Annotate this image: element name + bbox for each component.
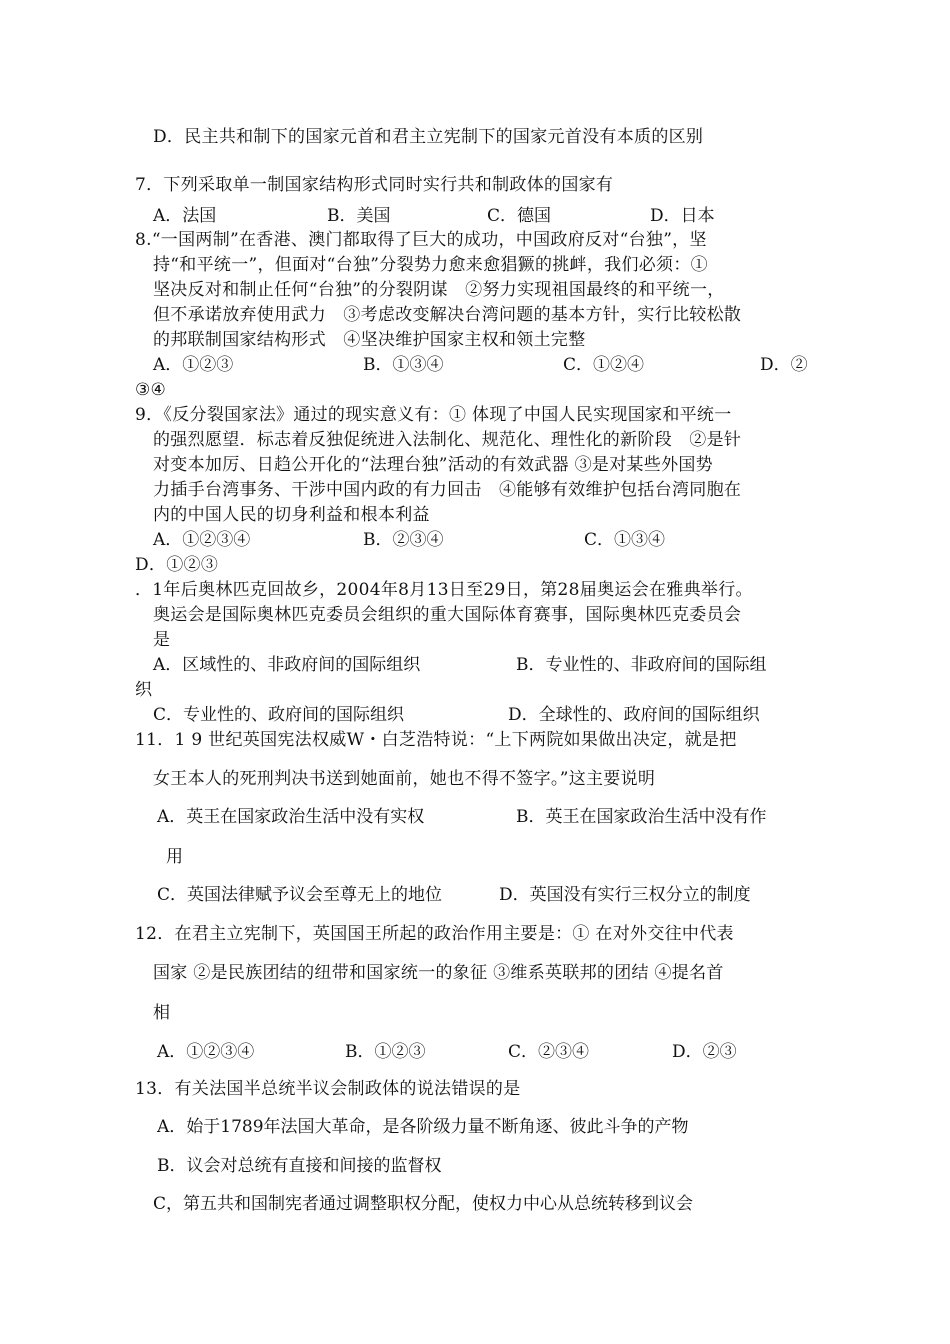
- q11-stem-line-2: 女王本人的死刑判决书送到她面前，她也不得不签字。”这主要说明: [153, 769, 656, 789]
- q10-option-b: B．专业性的、非政府间的国际组: [516, 655, 767, 675]
- q12-option-b: B．①②③: [345, 1042, 426, 1062]
- q9-stem-line-2: 的强烈愿望．标志着反独促统进入法制化、规范化、理性化的新阶段 ②是针: [153, 430, 742, 450]
- q12-option-a: A．①②③④: [157, 1042, 255, 1062]
- q10-option-a: A．区域性的、非政府间的国际组织: [153, 655, 421, 675]
- q13-stem: 13．有关法国半总统半议会制政体的说法错误的是: [135, 1079, 521, 1099]
- q11-option-c: C．英国法律赋予议会至尊无上的地位: [157, 885, 443, 905]
- q7-option-c: C．德国: [487, 206, 552, 226]
- q7-stem: 7．下列采取单一制国家结构形式同时实行共和制政体的国家有: [135, 175, 614, 195]
- q12-stem-line-2: 国家 ②是民族团结的纽带和国家统一的象征 ③维系英联邦的团结 ④提名首: [153, 963, 724, 983]
- q9-option-a: A．①②③④: [153, 530, 251, 550]
- q11-option-b-wrap: 用: [166, 847, 184, 867]
- q8-option-b: B．①③④: [363, 355, 444, 375]
- q13-option-c: C，第五共和国制宪者通过调整职权分配，使权力中心从总统转移到议会: [153, 1194, 694, 1214]
- q7-option-d: D．日本: [650, 206, 715, 226]
- q12-stem-line-1: 12．在君主立宪制下，英国国王所起的政治作用主要是：① 在对外交往中代表: [135, 924, 734, 944]
- q9-stem-line-5: 内的中国人民的切身利益和根本利益: [153, 505, 430, 525]
- q6-option-d: D．民主共和制下的国家元首和君主立宪制下的国家元首没有本质的区别: [153, 127, 704, 147]
- q11-option-d: D．英国没有实行三权分立的制度: [499, 885, 751, 905]
- q10-option-c: C．专业性的、政府间的国际组织: [153, 705, 405, 725]
- q12-stem-line-3: 相: [153, 1003, 171, 1023]
- q8-stem-line-5: 的邦联制国家结构形式 ④坚决维护国家主权和领土完整: [153, 330, 586, 350]
- q10-stem-line-2: 奥运会是国际奥林匹克委员会组织的重大国际体育赛事，国际奥林匹克委员会: [153, 605, 742, 625]
- q8-option-d-wrap: ③④: [135, 380, 167, 400]
- q10-option-d: D．全球性的、政府间的国际组织: [508, 705, 760, 725]
- q10-stem-line-3: 是: [153, 630, 171, 650]
- q11-option-b: B．英王在国家政治生活中没有作: [516, 807, 767, 827]
- q8-stem-line-1: 8.“一国两制”在香港、澳门都取得了巨大的成功，中国政府反对“台独”，坚: [135, 230, 707, 250]
- q8-stem-line-4: 但不承诺放弃使用武力 ③考虑改变解决台湾问题的基本方针，实行比较松散: [153, 305, 742, 325]
- q13-option-b: B．议会对总统有直接和间接的监督权: [157, 1156, 442, 1176]
- q12-option-d: D．②③: [672, 1042, 737, 1062]
- q11-option-a: A．英王在国家政治生活中没有实权: [157, 807, 425, 827]
- q7-option-b: B．美国: [327, 206, 391, 226]
- q9-stem-line-1: 9．《反分裂国家法》通过的现实意义有：① 体现了中国人民实现国家和平统一: [135, 405, 732, 425]
- q7-option-a: A．法国: [153, 206, 217, 226]
- q8-option-c: C．①②④: [563, 355, 645, 375]
- q8-option-d: D．②: [760, 355, 808, 375]
- q9-option-d: D．①②③: [135, 555, 219, 575]
- q8-stem-line-3: 坚决反对和制止任何“台独”的分裂阴谋 ②努力实现祖国最终的和平统一，: [153, 280, 725, 300]
- q12-option-c: C．②③④: [508, 1042, 590, 1062]
- q10-stem-line-1: ．1年后奥林匹克回故乡，2004年8月13日至29日，第28届奥运会在雅典举行。: [135, 580, 753, 600]
- q9-stem-line-4: 力插手台湾事务、干涉中国内政的有力回击 ④能够有效维护包括台湾同胞在: [153, 480, 742, 500]
- q9-option-b: B．②③④: [363, 530, 444, 550]
- q8-stem-line-2: 持“和平统一”，但面对“台独”分裂势力愈来愈猖獗的挑衅，我们必须：①: [153, 255, 708, 275]
- q9-stem-line-3: 对变本加厉、日趋公开化的“法理台独”活动的有效武器 ③是对某些外国势: [153, 455, 713, 475]
- q10-option-b-wrap: 织: [135, 680, 153, 700]
- q9-option-c: C．①③④: [584, 530, 666, 550]
- q8-option-a: A．①②③: [153, 355, 234, 375]
- q11-stem-line-1: 11．1 9 世纪英国宪法权威W・白芝浩特说：“上下两院如果做出决定，就是把: [135, 730, 737, 750]
- q13-option-a: A．始于1789年法国大革命，是各阶级力量不断角逐、彼此斗争的产物: [157, 1117, 689, 1137]
